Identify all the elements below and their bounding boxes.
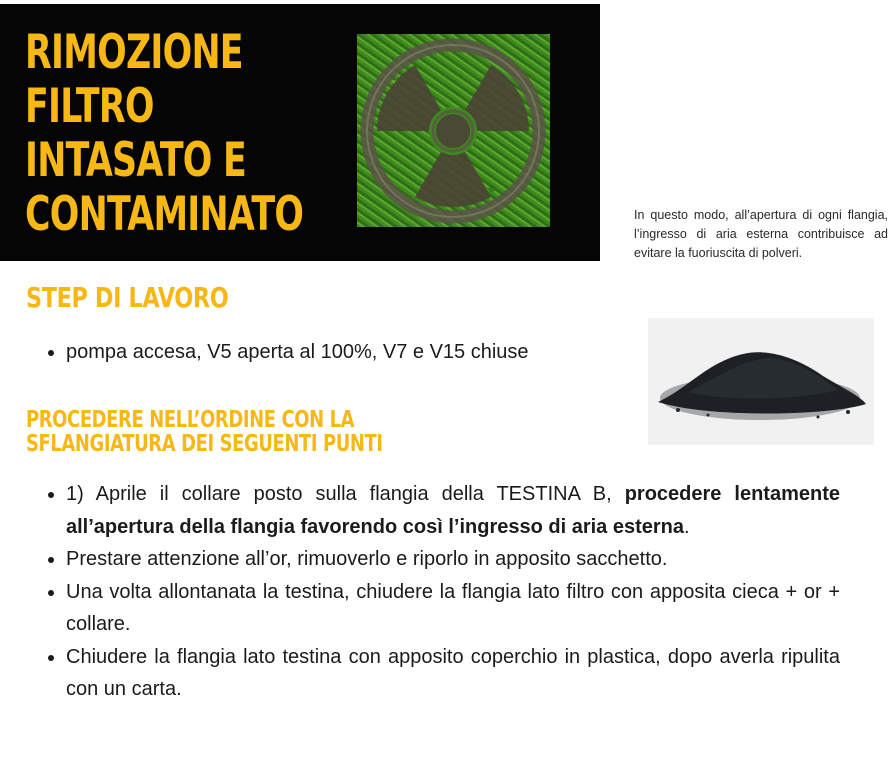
title-banner xyxy=(0,4,600,261)
black-powder-image xyxy=(648,318,874,445)
step-heading: STEP DI LAVORO xyxy=(26,281,229,314)
title-line: CONTAMINATO xyxy=(25,187,304,242)
item-text-end: . xyxy=(684,515,690,538)
title-line: RIMOZIONE xyxy=(25,25,243,80)
heading-line: SFLANGIATURA DEI SEGUENTI PUNTI xyxy=(26,431,383,457)
item-text: 1) Aprile il collare posto sulla flangia della TESTINA B, xyxy=(66,483,625,505)
list-item: • Prestare attenzione all’or, rimuoverlo e riporlo in apposito sacchetto. xyxy=(66,543,840,576)
radiation-icon xyxy=(357,34,550,227)
procedure-list xyxy=(46,478,840,706)
step-list xyxy=(46,336,622,368)
list-item: • pompa accesa, V5 aperta al 100%, V7 e V15 chiuse xyxy=(66,336,622,368)
item-bold-text: procedere lentamente all’apertura della flangia favorendo così l’ingresso di aria esterna xyxy=(66,483,840,538)
list-item: • Chiudere la flangia lato testina con apposito coperchio in plastica, dopo averla ripulita con un carta. xyxy=(66,641,840,706)
powder-pile-icon xyxy=(648,318,874,445)
list-item xyxy=(66,478,840,543)
heading-line: PROCEDERE NELL’ORDINE CON LA xyxy=(26,407,355,433)
title-line: INTASATO E xyxy=(25,133,247,188)
procedure-heading xyxy=(26,408,383,456)
side-note-text: In questo modo, all’apertura di ogni flangia, l’ingresso di aria esterna contribuisce ad evitare la fuoriuscita di polveri. xyxy=(634,208,888,260)
page-title xyxy=(25,26,303,242)
list-item: • Una volta allontanata la testina, chiudere la flangia lato filtro con apposita cieca + or + collare. xyxy=(66,576,840,641)
radiation-symbol-image xyxy=(357,34,550,227)
title-line: FILTRO xyxy=(25,79,154,134)
